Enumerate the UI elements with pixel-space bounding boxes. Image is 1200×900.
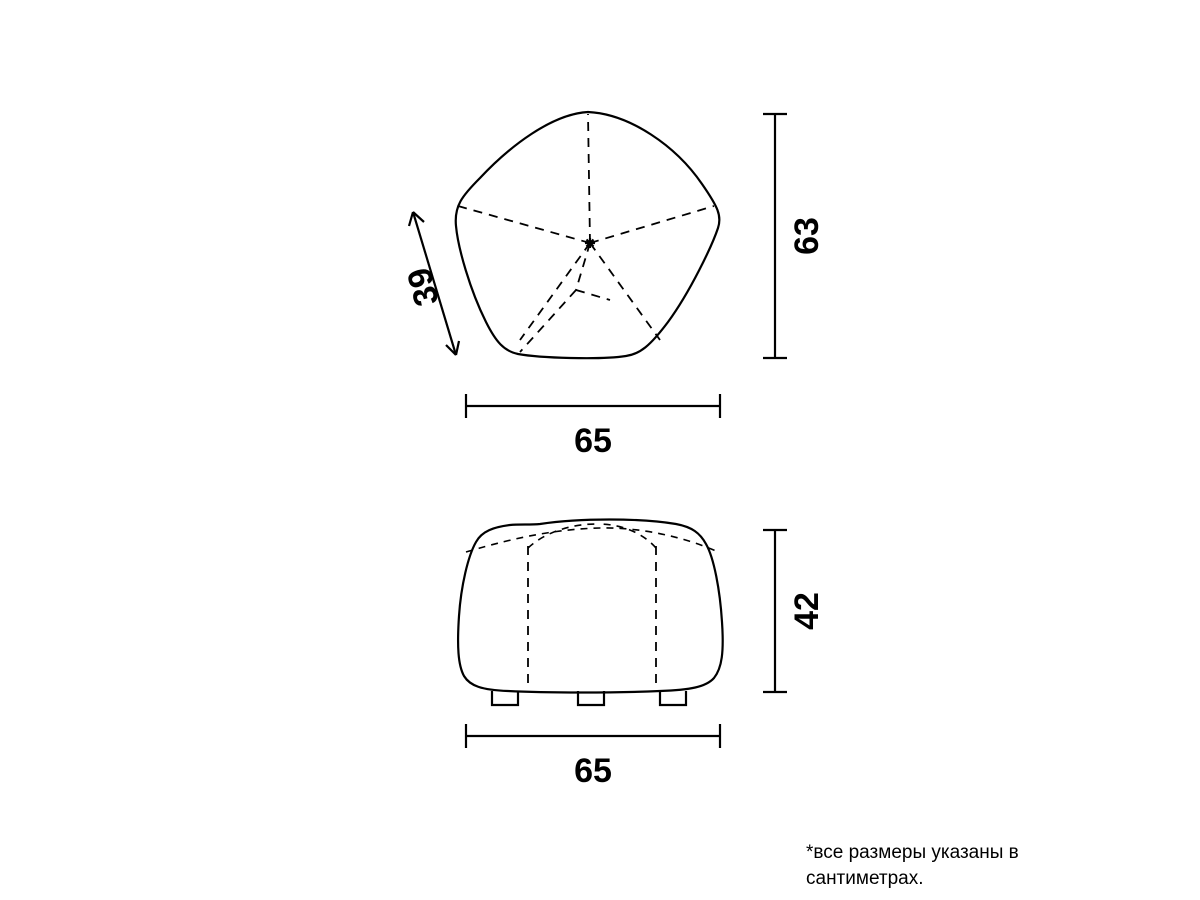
- top-view-group: [400, 112, 826, 460]
- dimension-front-height: [763, 530, 826, 692]
- front-view-seams: [528, 524, 656, 690]
- front-view-outline: [458, 520, 723, 693]
- top-view-center-marker: [585, 238, 595, 248]
- units-note-line1: *все размеры указаны в: [806, 842, 1019, 863]
- top-view-outline: [456, 112, 720, 358]
- dimension-front-width-label: 65: [574, 752, 612, 790]
- dimension-top-diagonal: [400, 212, 459, 355]
- dimension-top-height: [763, 114, 826, 358]
- front-view-group: [458, 520, 826, 791]
- dimension-front-height-label: 42: [788, 592, 826, 630]
- units-note: [806, 842, 1019, 889]
- dimension-top-diagonal-label: 39: [400, 263, 447, 311]
- dimension-top-width: [466, 394, 720, 460]
- units-note-line2: сантиметрах.: [806, 868, 924, 889]
- dimension-front-width: [466, 724, 720, 790]
- dimension-top-height-label: 63: [788, 217, 826, 255]
- top-view-seams: [458, 114, 714, 352]
- foot-right: [660, 691, 686, 705]
- foot-left: [492, 691, 518, 705]
- front-view-top-seam: [466, 528, 716, 552]
- dimension-top-width-label: 65: [574, 422, 612, 460]
